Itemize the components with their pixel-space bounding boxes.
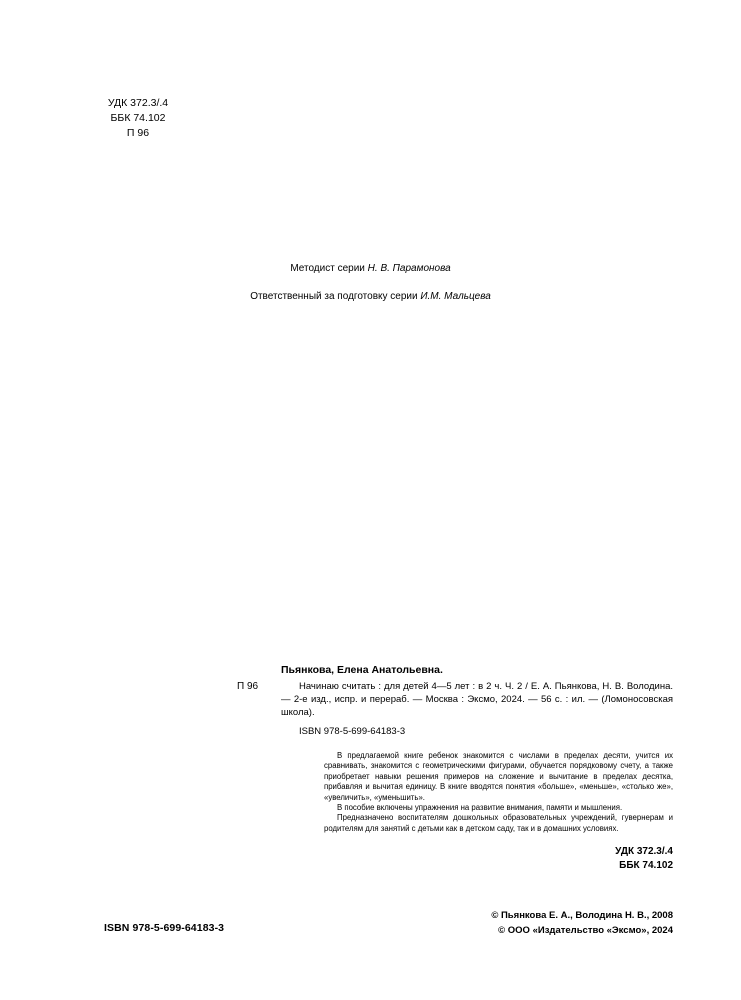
series-responsible-name: И.М. Мальцева: [420, 291, 491, 302]
udk-code-bottom: УДК 372.3/.4: [615, 846, 673, 857]
annotation-paragraph-3: Предназначено воспитателям дошкольных образовательных учреждений, гувернерам и родителям для занятий с детьми как в детском саду, так и в домашних условиях.: [324, 813, 673, 833]
udk-code: УДК 372.3/.4: [107, 97, 169, 109]
annotation-paragraph-2: В пособие включены упражнения на развитие внимания, памяти и мышления.: [337, 803, 623, 813]
series-responsible-label: Ответственный за подготовку серии: [250, 291, 421, 302]
footer-isbn: ISBN 978-5-699-64183-3: [104, 922, 225, 934]
copyright-publisher: © ООО «Издательство «Эксмо», 2024: [498, 925, 673, 936]
annotation-paragraph-1: В предлагаемой книге ребенок знакомится с числами в пределах десяти, учится их сравнивать, знакомится с геометрическими фигурами, обучается порядковому счету, а также приобретает навыки решения примеров на сложение и вычитание в пределах десятка, прибавляя и вычитая единицу. В книге вводятся понятия «больше», «меньше», «столько же», «увеличить», «уменьшить».: [324, 751, 673, 802]
series-responsible-line: [0, 290, 741, 304]
cip-block: [237, 664, 673, 738]
series-credits: [0, 262, 741, 318]
series-methodist-line: [0, 262, 741, 276]
series-methodist-label: Методист серии: [290, 263, 368, 274]
cip-shelf-mark: П 96: [237, 681, 259, 692]
classification-codes-bottom: [615, 845, 673, 873]
series-methodist-name: Н. В. Парамонова: [367, 263, 451, 274]
cip-isbn: ISBN 978-5-699-64183-3: [299, 726, 406, 737]
cip-description: Начинаю считать : для детей 4—5 лет : в 2 ч. Ч. 2 / Е. А. Пьянкова, Н. В. Володина. — 2-е изд., испр. и перераб. — Москва : Эксмо, 2024. — 56 с. : ил. — (Ломоносовская школа).: [281, 681, 673, 718]
annotation-block: [324, 751, 673, 834]
cip-author: Пьянкова, Елена Анатольевна.: [281, 664, 443, 676]
copyright-block: [491, 908, 673, 938]
cip-body: [237, 680, 673, 738]
shelf-code: П 96: [126, 127, 150, 139]
bbk-code: ББК 74.102: [110, 112, 166, 124]
bbk-code-bottom: ББК 74.102: [619, 860, 673, 871]
copyright-authors: © Пьянкова Е. А., Володина Н. В., 2008: [491, 910, 673, 921]
classification-codes: [96, 96, 180, 141]
